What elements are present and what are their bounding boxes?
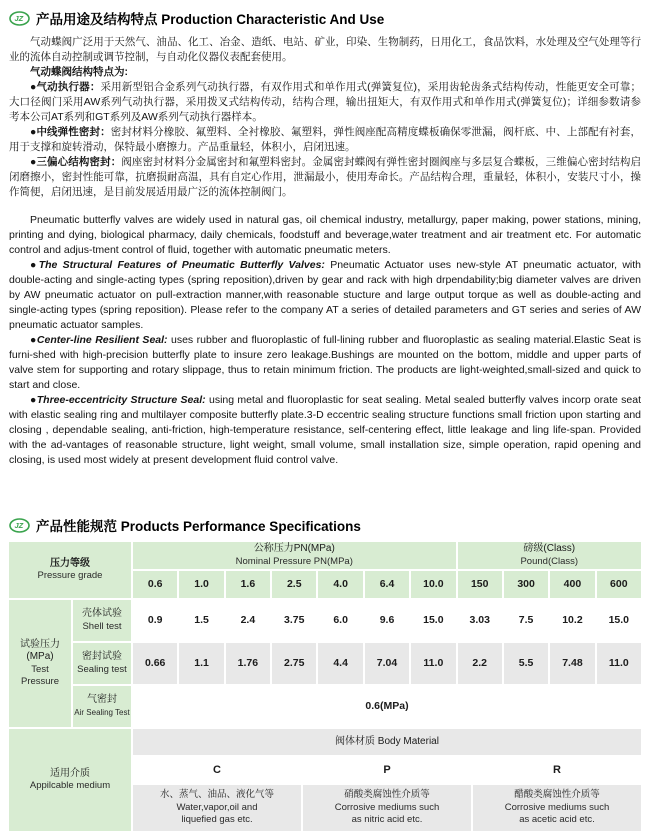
sealing-value: 4.4: [318, 643, 362, 684]
svg-text:JZ: JZ: [14, 520, 24, 530]
zh-bullet-eccentric: [9, 155, 641, 200]
zh-bullet-eccentric-body: 阀座密封材料分金属密封和氟塑料密封。金属密封蝶阀有弹性密封圈阀座与多层复合蝶板，三维偏心密封结构启闭磨擦小，密封性能可靠，抗磨损耐高温，具有自定心作用，泄漏最小，使用寿命长。产品结构合理，重量轻，体积小，安装尺寸小，操作简便，启闭迅速，是目前发展适用最广泛的流体控制阀门。: [9, 156, 642, 198]
th-pn-10.0: 10.0: [411, 571, 455, 598]
th-pn-2.5: 2.5: [272, 571, 316, 598]
zh-text-block: [9, 35, 641, 200]
section1-title-en: Production Characteristic And Use: [161, 12, 385, 27]
th-pn-6.4: 6.4: [365, 571, 409, 598]
sealing-value: 1.1: [179, 643, 223, 684]
shell-value: 7.5: [504, 600, 548, 641]
shell-value: 1.5: [179, 600, 223, 641]
shell-value: 3.75: [272, 600, 316, 641]
zh-bullet-actuator-body: 采用新型铝合金系列气动执行器，有双作用式和单作用式(弹簧复位)，采用齿轮齿条式结构传动，性能更安全可靠；大口径阀门采用AW系列气动执行器，采用拨叉式结构传动，结构合理，输出扭矩大，有双作用式和单作用式(弹簧复位)；详细参数请参考本公司AT系列和GT系列及AW系列气动执行器样本。: [9, 81, 641, 123]
th-class-600: 600: [597, 571, 641, 598]
th-pn-1.6: 1.6: [226, 571, 270, 598]
section-performance-specifications: [9, 515, 641, 831]
shell-value: 0.9: [133, 600, 177, 641]
section2-title: [36, 515, 361, 535]
th-shell-test: 壳体试验 Shell test: [73, 600, 131, 641]
th-pn-1.0: 1.0: [179, 571, 223, 598]
th-pound-class: 磅级(Class) Pound(Class): [458, 542, 641, 569]
material-code-r: R: [473, 757, 641, 783]
material-code-p: P: [303, 757, 471, 783]
shell-value: 2.4: [226, 600, 270, 641]
th-pressure-grade: 压力等级 Pressure grade: [9, 542, 131, 598]
sealing-value: 11.0: [597, 643, 641, 684]
th-air-sealing-test: 气密封 Air Sealing Test: [73, 686, 131, 727]
th-applicable-medium: 适用介质 Appilcable medium: [9, 729, 131, 831]
th-pn-0.6: 0.6: [133, 571, 177, 598]
zh-bullet-centerline-body: 密封材料分橡胶、氟塑料、全衬橡胶、氟塑料，弹性阀座配高精度蝶板确保零泄漏，阀杆底、中、上部配有衬套，用于支撑和旋转滑动，保特最小磨擦力。产品重量轻，体积小，启闭迅速。: [9, 126, 642, 153]
th-body-material: 阀体材质 Body Material: [133, 729, 641, 755]
shell-value: 6.0: [318, 600, 362, 641]
air-sealing-value: 0.6(MPa): [133, 686, 641, 727]
en-text-block: [9, 213, 641, 468]
en-bullet-structural-features-head: ●The Structural Features of Pneumatic Butterfly Valves:: [30, 259, 325, 271]
shell-value: 10.2: [550, 600, 594, 641]
zh-bullet-eccentric-head: ●三偏心结构密封：: [30, 156, 122, 168]
shell-value: 15.0: [597, 600, 641, 641]
sealing-value: 1.76: [226, 643, 270, 684]
section2-header: [9, 515, 641, 535]
sealing-value: 11.0: [411, 643, 455, 684]
th-class-150: 150: [458, 571, 502, 598]
sealing-value: 2.2: [458, 643, 502, 684]
shell-value: 15.0: [411, 600, 455, 641]
medium-desc-p: 硝酸类腐蚀性介质等 Corrosive mediums such as nitric acid etc.: [303, 785, 471, 831]
en-bullet-centerline-seal: [9, 333, 641, 393]
th-class-300: 300: [504, 571, 548, 598]
performance-spec-table: [9, 542, 641, 831]
zh-bullet-centerline: [9, 125, 641, 155]
en-bullet-structural-features-body: Pneumatic Actuator uses new-style AT pneumatic actuator, with double-acting and single-acting types (spring reposition),driven by gear and rack with high drpendability;big diameter valves are driven by AW pneumatic actuator on pull-extraction manner,with reasonable stucture and large output torque as well as double-acting and single-acting types (spring reposition). Please refer to the company AT a series of detailed parameters and GT series and series of AW pneumatic actuator samples.: [9, 259, 641, 331]
en-bullet-structural-features: [9, 258, 641, 333]
shell-value: 9.6: [365, 600, 409, 641]
sealing-value: 0.66: [133, 643, 177, 684]
sealing-value: 2.75: [272, 643, 316, 684]
en-bullet-eccentric-seal: [9, 393, 641, 468]
zh-bullet-centerline-head: ●中线弹性密封：: [30, 126, 111, 138]
brand-logo-icon: [9, 518, 30, 533]
section1-header: [9, 8, 641, 28]
zh-subhead: 气动蝶阀结构特点为:: [30, 66, 128, 78]
shell-value: 3.03: [458, 600, 502, 641]
sealing-value: 7.48: [550, 643, 594, 684]
en-bullet-eccentric-seal-head: ●Three-eccentricity Structure Seal:: [30, 394, 206, 406]
sealing-value: 5.5: [504, 643, 548, 684]
zh-bullet-actuator: [9, 80, 641, 125]
brand-logo-icon: [9, 11, 30, 26]
section1-title-zh: 产品用途及结构特点: [36, 12, 158, 27]
material-code-c: C: [133, 757, 301, 783]
section2-title-en: Products Performance Specifications: [120, 519, 361, 534]
medium-desc-c: 水、蒸气、油品、液化气等 Water,vapor,oil and liquefied gas etc.: [133, 785, 301, 831]
en-bullet-centerline-seal-head: ●Center-line Resilient Seal:: [30, 334, 168, 346]
section2-title-zh: 产品性能规范: [36, 519, 117, 534]
th-pn-4.0: 4.0: [318, 571, 362, 598]
medium-desc-r: 醋酸类腐蚀性介质等 Corrosive mediums such as acetic acid etc.: [473, 785, 641, 831]
section-production-characteristic: [9, 8, 641, 468]
th-class-400: 400: [550, 571, 594, 598]
svg-text:JZ: JZ: [14, 13, 24, 23]
th-test-pressure: 试验压力 (MPa) Test Pressure: [9, 600, 71, 727]
en-bullet-eccentric-seal-body: using metal and fluoroplastic for seat sealing. Metal sealed butterfly valves incorp orate seat with elastic sealing ring and multilayer composite butterfly plate.3-D eccentric sealing structure functions small friction upon starting and closing , dependable sealing, anti-friction, high-temperature resistance, self-centering effect, little leakage and ling life-span. Provided with the ad-vantages of reasonable structure, light weight, small volume, small installation size, simple operation, rapid opening and closing, is used most widely at present development fluid control valve.: [9, 394, 642, 466]
th-sealing-test: 密封试验 Sealing test: [73, 643, 131, 684]
th-nominal-pressure: 公称压力PN(MPa) Nominal Pressure PN(MPa): [133, 542, 456, 569]
zh-bullet-actuator-head: ●气动执行器：: [30, 81, 101, 93]
section1-title: [36, 8, 384, 28]
zh-intro-paragraph: 气动蝶阀广泛用于天然气、油品、化工、冶金、造纸、电站、矿业，印染、生物制药，日用化工，食品饮料，水处理及空气处理等行业的流体自动控制或调节控制，与自动化仪器仪表配套使用。: [9, 36, 641, 63]
en-intro-paragraph: Pneumatic butterfly valves are widely used in natural gas, oil chemical industry, metallurgy, paper making, power stations, mining, printing and dying, biological pharmacy, daily chemicals, foodstuff and beverage,water treatment and air treatment etc. For automatic control and adjus-tment control of fluid, together with automatic pneumatic meters.: [9, 214, 641, 256]
en-bullet-centerline-seal-body: uses rubber and fluoroplastic of full-lining rubber and fluoroplastic as sealing material.Elastic Seat is furni-shed with high-precision butterfly plate to insure zero leakage.Bushings are mounted on the bottom, middle and upper parts of valve stem for supporting and rotary slippage, thus to retain minimum friction. The products are light-weighted,small-sized and quick to start and close.: [9, 334, 641, 391]
sealing-value: 7.04: [365, 643, 409, 684]
